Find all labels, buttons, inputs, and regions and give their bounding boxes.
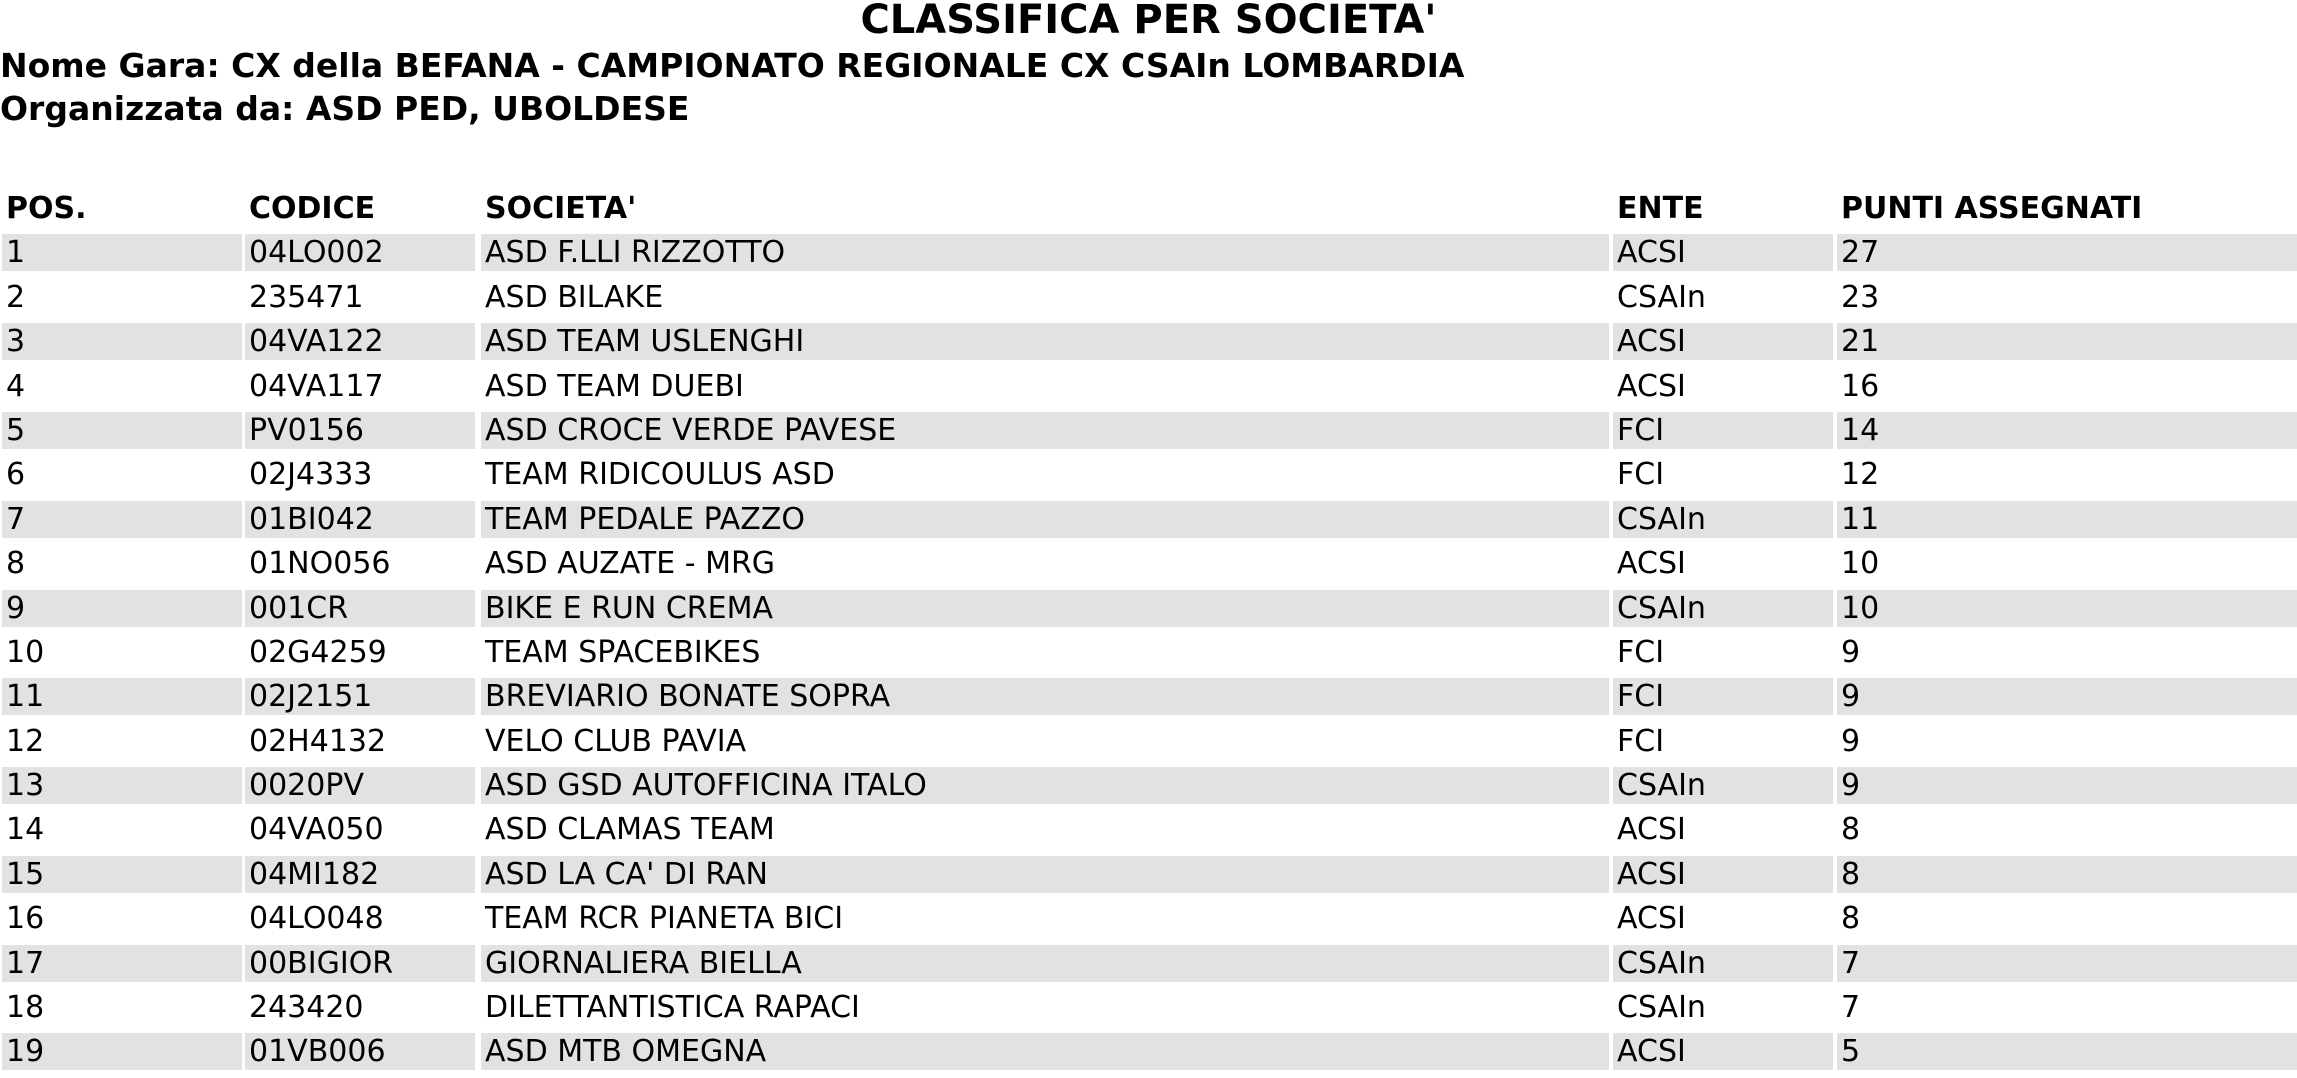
cell-code: 0020PV <box>245 767 475 804</box>
cell-points: 23 <box>1841 279 1880 315</box>
cell-ente: ACSI <box>1617 546 1686 582</box>
cell-code: 04LO002 <box>245 234 475 271</box>
cell-society: TEAM RIDICOULUS ASD <box>485 457 835 493</box>
cell-ente: FCI <box>1617 634 1665 670</box>
cell-society: ASD CLAMAS TEAM <box>485 812 775 848</box>
cell-points: 8 <box>1837 856 2297 893</box>
cell-pos: 18 <box>6 990 45 1026</box>
cell-code: 04VA050 <box>249 812 384 848</box>
table-row <box>0 900 2297 944</box>
table-row <box>0 279 2297 323</box>
table-row <box>0 723 2297 767</box>
cell-points: 9 <box>1841 634 1861 670</box>
cell-points: 7 <box>1837 945 2297 982</box>
cell-pos: 12 <box>6 723 45 759</box>
cell-society: VELO CLUB PAVIA <box>485 723 747 759</box>
cell-pos: 3 <box>2 323 242 360</box>
header-society: SOCIETA' <box>485 191 637 226</box>
table-row <box>0 501 2297 545</box>
cell-ente: CSAIn <box>1613 767 1833 804</box>
cell-code: 235471 <box>249 279 364 315</box>
cell-society: GIORNALIERA BIELLA <box>481 945 1609 982</box>
cell-ente: CSAIn <box>1617 990 1706 1026</box>
cell-ente: ACSI <box>1613 323 1833 360</box>
cell-points: 9 <box>1837 767 2297 804</box>
cell-pos: 2 <box>6 279 26 315</box>
cell-points: 27 <box>1837 234 2297 271</box>
header-pos: POS. <box>6 191 87 226</box>
cell-ente: ACSI <box>1613 1033 1833 1070</box>
cell-points: 11 <box>1837 501 2297 538</box>
cell-society: ASD MTB OMEGNA <box>481 1033 1609 1070</box>
cell-society: TEAM SPACEBIKES <box>485 634 761 670</box>
cell-code: 243420 <box>249 990 364 1026</box>
table-row <box>0 590 2297 634</box>
header-ente: ENTE <box>1617 191 1704 226</box>
cell-code: 01BI042 <box>245 501 475 538</box>
cell-ente: FCI <box>1613 412 1833 449</box>
table-row <box>0 811 2297 855</box>
cell-ente: CSAIn <box>1613 590 1833 627</box>
cell-points: 9 <box>1837 678 2297 715</box>
cell-ente: ACSI <box>1617 812 1686 848</box>
cell-society: TEAM PEDALE PAZZO <box>481 501 1609 538</box>
cell-code: 04MI182 <box>245 856 475 893</box>
cell-points: 16 <box>1841 368 1880 404</box>
cell-pos: 19 <box>2 1033 242 1070</box>
table-row <box>0 945 2297 989</box>
table-row <box>0 989 2297 1033</box>
cell-points: 12 <box>1841 457 1880 493</box>
cell-society: BREVIARIO BONATE SOPRA <box>481 678 1609 715</box>
table-row <box>0 856 2297 900</box>
cell-pos: 10 <box>6 634 45 670</box>
cell-points: 10 <box>1841 546 1880 582</box>
cell-society: TEAM RCR PIANETA BICI <box>485 901 844 937</box>
cell-pos: 7 <box>2 501 242 538</box>
cell-code: 04VA122 <box>245 323 475 360</box>
header-points: PUNTI ASSEGNATI <box>1841 191 2143 226</box>
table-row <box>0 767 2297 811</box>
cell-code: 02G4259 <box>249 634 387 670</box>
cell-society: DILETTANTISTICA RAPACI <box>485 990 860 1026</box>
cell-code: 04VA117 <box>249 368 384 404</box>
table-row <box>0 634 2297 678</box>
table-row <box>0 545 2297 589</box>
cell-pos: 14 <box>6 812 45 848</box>
cell-pos: 15 <box>2 856 242 893</box>
cell-ente: CSAIn <box>1617 279 1706 315</box>
cell-pos: 11 <box>2 678 242 715</box>
cell-society: ASD BILAKE <box>485 279 664 315</box>
cell-code: 04LO048 <box>249 901 384 937</box>
cell-code: 02H4132 <box>249 723 387 759</box>
cell-code: 00BIGIOR <box>245 945 475 982</box>
cell-ente: CSAIn <box>1613 501 1833 538</box>
table-row <box>0 368 2297 412</box>
cell-points: 7 <box>1841 990 1861 1026</box>
cell-points: 14 <box>1837 412 2297 449</box>
cell-society: ASD AUZATE - MRG <box>485 546 776 582</box>
cell-code: 01VB006 <box>245 1033 475 1070</box>
cell-society: ASD GSD AUTOFFICINA ITALO <box>481 767 1609 804</box>
cell-society: ASD TEAM DUEBI <box>485 368 744 404</box>
cell-ente: ACSI <box>1617 368 1686 404</box>
table-header-row <box>0 190 2297 234</box>
cell-society: ASD CROCE VERDE PAVESE <box>481 412 1609 449</box>
cell-pos: 4 <box>6 368 26 404</box>
cell-ente: FCI <box>1617 457 1665 493</box>
cell-pos: 1 <box>2 234 242 271</box>
cell-pos: 6 <box>6 457 26 493</box>
cell-points: 10 <box>1837 590 2297 627</box>
cell-pos: 17 <box>2 945 242 982</box>
cell-ente: ACSI <box>1613 856 1833 893</box>
cell-code: 02J2151 <box>245 678 475 715</box>
race-name: Nome Gara: CX della BEFANA - CAMPIONATO REGIONALE CX CSAIn LOMBARDIA <box>0 46 1465 85</box>
table-row <box>0 412 2297 456</box>
page-title: CLASSIFICA PER SOCIETA' <box>860 0 1437 43</box>
cell-ente: FCI <box>1613 678 1833 715</box>
cell-ente: CSAIn <box>1613 945 1833 982</box>
cell-pos: 8 <box>6 546 26 582</box>
cell-ente: ACSI <box>1617 901 1686 937</box>
cell-points: 8 <box>1841 812 1861 848</box>
cell-pos: 5 <box>2 412 242 449</box>
cell-society: ASD TEAM USLENGHI <box>481 323 1609 360</box>
table-row <box>0 456 2297 500</box>
cell-pos: 16 <box>6 901 45 937</box>
cell-ente: FCI <box>1617 723 1665 759</box>
header-code: CODICE <box>249 191 376 226</box>
cell-code: 01NO056 <box>249 546 391 582</box>
cell-society: ASD LA CA' DI RAN <box>481 856 1609 893</box>
cell-code: 02J4333 <box>249 457 373 493</box>
cell-code: 001CR <box>245 590 475 627</box>
table-row <box>0 1033 2297 1077</box>
cell-pos: 13 <box>2 767 242 804</box>
table-row <box>0 234 2297 278</box>
cell-code: PV0156 <box>245 412 475 449</box>
organizer: Organizzata da: ASD PED, UBOLDESE <box>0 89 690 128</box>
cell-society: BIKE E RUN CREMA <box>481 590 1609 627</box>
cell-points: 21 <box>1837 323 2297 360</box>
cell-points: 8 <box>1841 901 1861 937</box>
cell-society: ASD F.LLI RIZZOTTO <box>481 234 1609 271</box>
cell-points: 5 <box>1837 1033 2297 1070</box>
standings-table <box>0 190 2297 1078</box>
cell-points: 9 <box>1841 723 1861 759</box>
cell-ente: ACSI <box>1613 234 1833 271</box>
table-row <box>0 323 2297 367</box>
cell-pos: 9 <box>2 590 242 627</box>
table-row <box>0 678 2297 722</box>
